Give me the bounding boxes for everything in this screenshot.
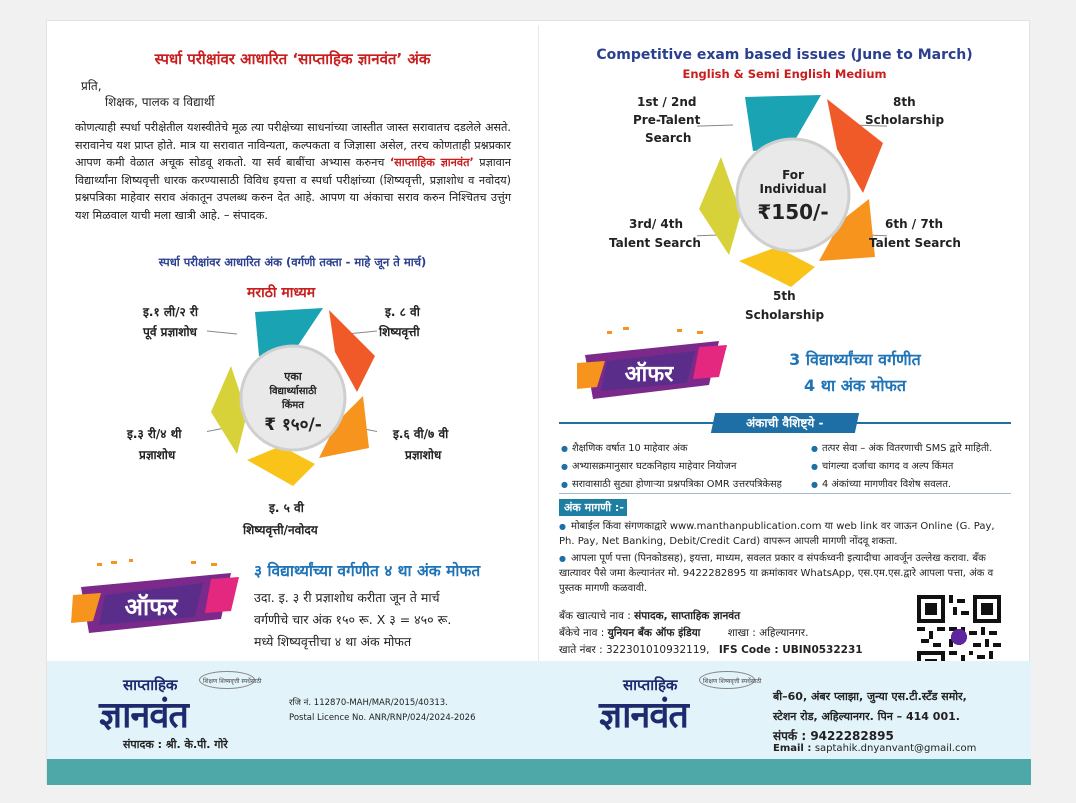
registration-number: रजि नं. 112870-MAH/MAR/2015/40313.: [289, 698, 448, 708]
logo-main-text: ज्ञानवंत: [599, 695, 688, 736]
bank-ifsc: IFS Code : UBIN0532231: [718, 644, 863, 656]
email-address[interactable]: saptahik.dnyanvant@gmail.com: [814, 743, 977, 754]
label-5th: 5th: [773, 289, 796, 303]
left-offer-line-3: मध्ये शिष्यवृत्तीचा ४ था अंक मोफत: [254, 634, 412, 649]
feature-item: ● अभ्यासक्रमानुसार घटकनिहाय माहेवार नियोजन: [561, 459, 736, 472]
center-text-1: एका: [284, 370, 302, 383]
editor-name: संपादक : श्री. के.पी. गोरे: [123, 738, 228, 751]
postal-licence: Postal Licence No. ANR/RNP/024/2024-2026: [289, 713, 476, 723]
salutation: प्रति,: [81, 79, 102, 93]
logo-main-text: ज्ञानवंत: [99, 695, 188, 736]
email-label: Email :: [773, 743, 812, 754]
label-scholarship-8th: Scholarship: [865, 113, 945, 127]
feature-item: ● चांगल्या दर्जाचा कागद व अल्प किंमत: [811, 459, 953, 472]
contact-number: 9422282895: [810, 729, 894, 743]
petal-lime-right: [699, 157, 741, 255]
order-instruction-online: ● मोबाईल किंवा संगणकाद्वारे www.manthanpublication.com या web link वर जाऊन Online (G. Pay, Ph. Pay, Net Banking, Debit/Credit Card) वापरून आपली मागणी नोंदवू शकता.: [559, 519, 1009, 549]
intro-text-2: प्रज्ञावान विद्यार्थ्यांना शिष्यवृत्ती धारक करण्यासाठी विविध इयत्ता व स्पर्धा परीक्षांच्या (शिष्यवृत्ती, प्रज्ञाशोध व नवोदय) प्रश्नपत्रिका माहेवार सराव अंकातून उपलब्ध करुन देत आहे. आपण या अंकाचा सराव करुन निश्चितच उत्तुंग यश मिळवाल याची मला खात्री आहे. – संपादक.: [75, 156, 512, 222]
label-std-8: इ. ८ वी: [385, 305, 420, 319]
label-talent-search-3-4: Talent Search: [609, 236, 701, 250]
bank-account-number-value: 322301010932119,: [605, 644, 710, 656]
bank-account-name: [559, 609, 740, 623]
label-std-3-4: इ.३ री/४ थी: [127, 427, 182, 441]
english-pentagon-graphic: [697, 91, 887, 287]
order-heading: अंक मागणी :-: [559, 499, 627, 516]
offer-badge-right-text: ऑफर: [624, 362, 674, 387]
petal-yellow-right: [739, 247, 815, 287]
feature-item: ● तत्पर सेवा – अंक वितरणाची SMS द्वारे माहिती.: [811, 441, 992, 454]
features-heading: [711, 413, 859, 433]
contact-email: [773, 743, 976, 754]
left-offer-headline: ३ विद्यार्थ्यांच्या वर्गणीत ४ था अंक मोफत: [254, 562, 481, 580]
center-text-2: विद्यार्थ्यासाठी: [269, 386, 317, 397]
label-pre-talent: Pre-Talent: [633, 113, 701, 127]
feature-item: ● सरावासाठी सुट्या होणाऱ्या प्रश्नपत्रिका OMR उत्तरपत्रिकेसह: [561, 477, 782, 490]
medium-label: मराठी माध्यम: [247, 285, 316, 301]
right-subtitle: English & Semi English Medium: [682, 67, 887, 81]
logo-tagline: शिक्षण शिष्यवृत्ती स्पर्धेसाठी: [203, 678, 262, 685]
logo-top-text: साप्ताहिक: [623, 676, 678, 694]
footer-bar: [47, 759, 1031, 785]
left-title: स्पर्धा परीक्षांवर आधारित ‘साप्ताहिक ज्ञानवंत’ अंक: [154, 50, 431, 68]
label-scholarship-5th: Scholarship: [745, 308, 825, 322]
offer-badge-left-text: ऑफर: [124, 593, 178, 621]
marathi-pentagon-graphic: [207, 296, 377, 486]
bank-account-name-label: बँक खात्याचे नाव :: [559, 610, 631, 622]
logo-right: [599, 675, 769, 735]
bank-name-label: बँकेचे नाव :: [559, 627, 605, 639]
bank-account-number: [559, 643, 863, 657]
feature-item: ● शैक्षणिक वर्षात 10 माहेवार अंक: [561, 441, 688, 454]
label-std-5: इ. ५ वी: [269, 501, 304, 515]
right-offer-text: [735, 347, 975, 399]
label-3rd-4th: 3rd/ 4th: [629, 217, 684, 231]
right-center-text-1: For: [782, 168, 804, 182]
features-heading-text: अंकाची वैशिष्ट्ये -: [746, 416, 824, 430]
right-center-price: ₹150/-: [757, 200, 829, 224]
offer-badge-right: [577, 325, 727, 405]
bank-account-number-label: खाते नंबर :: [559, 644, 603, 656]
contact-label: संपर्क :: [773, 729, 807, 743]
left-offer-line-1: उदा. इ. ३ री प्रज्ञाशोध करीता जून ते मार्च: [254, 590, 440, 605]
logo-tagline: शिक्षण शिष्यवृत्ती स्पर्धेसाठी: [703, 678, 762, 685]
label-pradnyashodh-6-7: प्रज्ञाशोध: [405, 448, 442, 462]
label-8th: 8th: [893, 95, 916, 109]
intro-text-1: कोणत्याही स्पर्धा परीक्षेतील यशस्वीतेचे मूळ त्या परीक्षेच्या साधनांच्या जास्तीत जास्त सरावातच दडलेले असते. सरावानेच यश प्राप्त होते. मात्र या सरावात नाविन्यता, कल्पकता व जिज्ञासा असेल, तरच कोणताही प्रश्नप्रकार आपण कमी वेळात अचूक सोडवू शकतो. या सर्व बाबींचा अभ्यास करुनच: [75, 121, 511, 170]
right-center-text-2: Individual: [759, 182, 827, 196]
subscription-subtitle: स्पर्धा परीक्षांवर आधारित अंक (वर्गणी तक्ता - माहे जून ते मार्च): [158, 255, 427, 269]
brochure-sheet: [46, 20, 1030, 784]
label-1st-2nd: 1st / 2nd: [637, 95, 697, 109]
salutation-recipients: शिक्षक, पालक व विद्यार्थी: [105, 95, 215, 109]
label-pradnyashodh-3-4: प्रज्ञाशोध: [139, 448, 176, 462]
intro-paragraph: [75, 119, 511, 225]
label-search: Search: [645, 131, 692, 145]
panel-divider: [538, 25, 539, 661]
intro-highlight: ‘साप्ताहिक ज्ञानवंत’: [389, 156, 474, 170]
label-std-1-2: इ.१ ली/२ री: [143, 305, 198, 319]
bank-account-name-value: संपादक, साप्ताहिक ज्ञानवंत: [634, 610, 741, 622]
bank-name: [559, 626, 808, 640]
feature-item: ● 4 अंकांच्या मागणीवर विशेष सवलत.: [811, 477, 951, 490]
label-scholarship-navodaya: शिष्यवृत्ती/नवोदय: [243, 523, 318, 537]
offer-badge-left: [71, 559, 241, 639]
petal-yellow: [247, 446, 315, 486]
label-6th-7th: 6th / 7th: [885, 217, 943, 231]
right-offer-line-1: 3 विद्यार्थ्यांच्या वर्गणीत: [789, 350, 921, 369]
order-instruction-whatsapp: ● आपला पूर्ण पत्ता (पिनकोडसह), इयत्ता, माध्यम, सवलत प्रकार व संपर्कध्वनी इत्यादीचा आवर्जून उल्लेख करावा. बँक खात्यावर पैसे जमा केल्यानंतर मो. 9422282895 या क्रमांकावर WhatsApp, एस.एम.एस.द्वारे आपला पत्ता, अंक व पुस्तक मागणी कळवावी.: [559, 551, 999, 596]
label-scholarship-8: शिष्यवृत्ती: [379, 325, 420, 339]
left-offer-details: [254, 587, 451, 653]
address-line-1: बी–60, अंबर प्लाझा, जुन्या एस.टी.स्टँड समोर,: [773, 690, 967, 703]
label-std-6-7: इ.६ वी/७ वी: [393, 427, 449, 441]
label-talent-search-6-7: Talent Search: [869, 236, 961, 250]
left-offer-line-2: वर्गणीचे चार अंक १५० रू. X ३ = ४५० रू.: [254, 612, 452, 627]
center-price: ₹ १५०/-: [264, 415, 322, 435]
label-pre-pradnyashodh: पूर्व प्रज्ञाशोध: [143, 325, 197, 339]
address-line-2: स्टेशन रोड, अहिल्यानगर. पिन – 414 001.: [773, 710, 960, 723]
right-title: Competitive exam based issues (June to March): [596, 47, 973, 63]
contact-phone: [773, 727, 894, 744]
logo-left: [99, 675, 269, 735]
bank-name-value: युनियन बँक ऑफ इंडिया: [607, 627, 701, 639]
features-bottom-rule: [559, 493, 1011, 494]
bank-branch: शाखा : अहिल्यानगर.: [727, 627, 809, 639]
logo-top-text: साप्ताहिक: [123, 676, 178, 694]
right-offer-line-2: 4 था अंक मोफत: [804, 376, 906, 395]
center-text-3: किंमत: [282, 400, 304, 411]
